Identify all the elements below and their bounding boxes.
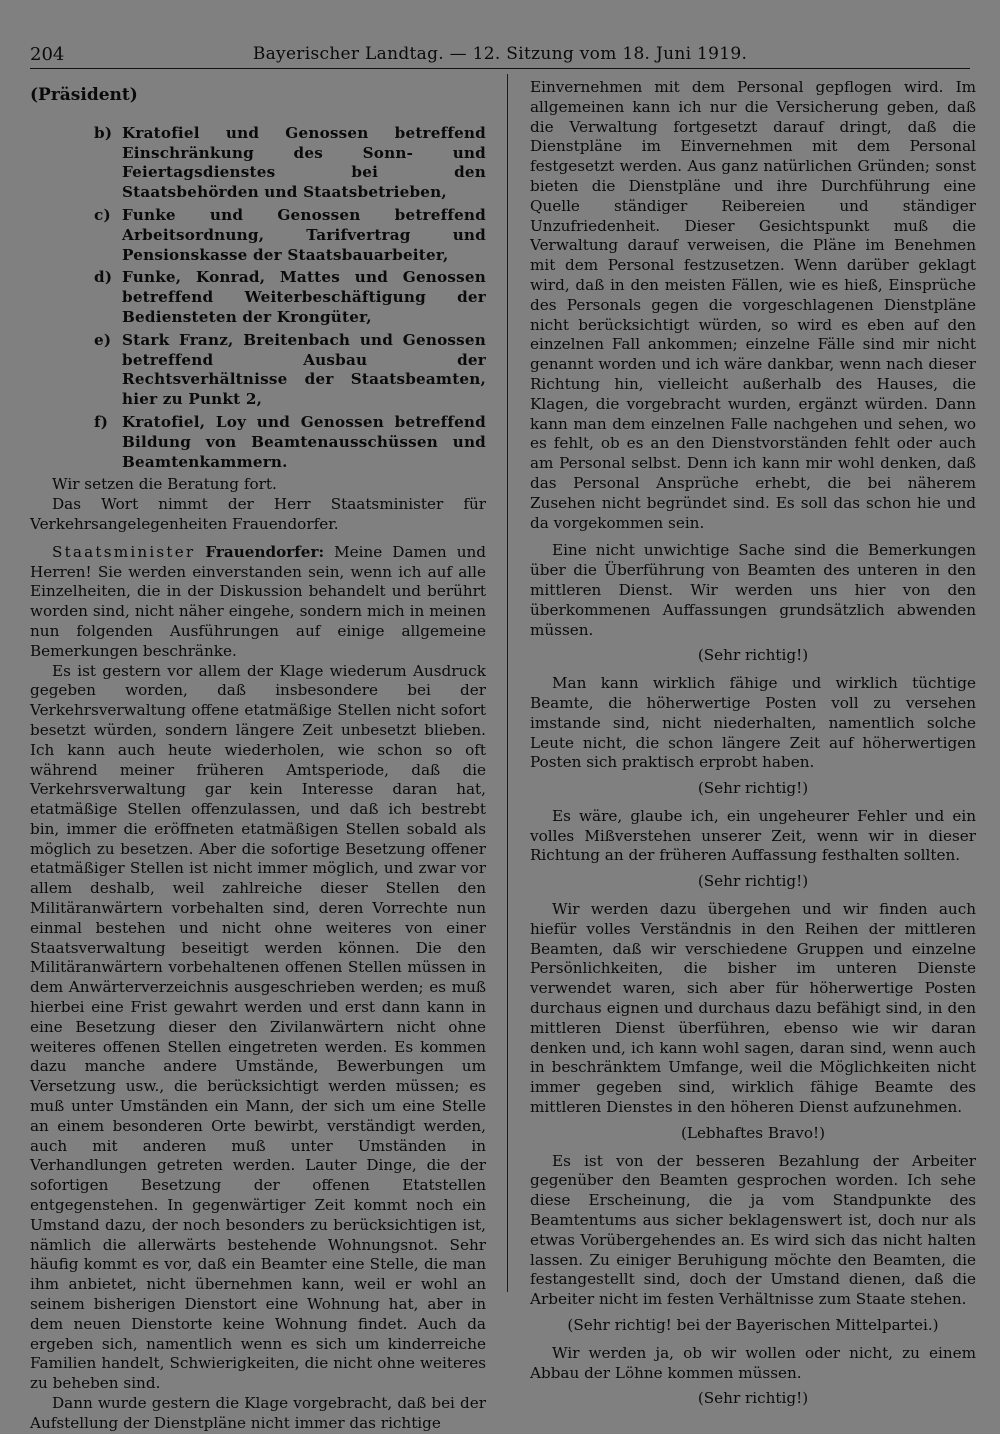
paragraph: Dann wurde gestern die Klage vorgebracht, daß bei der Aufstellung der Dienstpläne nicht immer das richtige xyxy=(30,1394,486,1432)
page-number: 204 xyxy=(30,44,65,65)
paragraph: Eine nicht unwichtige Sache sind die Bemerkungen über die Überführung von Beamten des unteren in den mittleren Dienst. Wir werden uns hier von den überkommenen Auffassungen grundsätzlich abwenden müssen. xyxy=(530,541,976,639)
interjection: (Sehr richtig!) xyxy=(697,872,809,891)
item-text: Stark Franz, Breitenbach und Genossen betreffend Ausbau der Rechtsverhältnisse der Staatsbeamten, hier zu Punkt 2, xyxy=(122,330,486,409)
column-divider xyxy=(507,74,508,1292)
interjection: (Sehr richtig!) xyxy=(697,646,809,665)
interjection: (Sehr richtig!) xyxy=(697,779,809,798)
agenda-item-f xyxy=(30,413,486,472)
item-text: Kratofiel und Genossen betreffend Einschränkung des Sonn- und Feiertagsdienstes bei den Staatsbehörden und Staatsbetrieben, xyxy=(122,123,486,202)
agenda-item-e xyxy=(30,331,486,410)
speaker-tag: (Präsident) xyxy=(30,85,138,105)
paragraph: Einvernehmen mit dem Personal gepflogen wird. Im allgemeinen kann ich nur die Versicherung geben, daß die Verwaltung fortgesetzt darauf dringt, daß die Dienstpläne im Einvernehmen mit dem Personal festgesetzt werden. Aus ganz natürlichen Gründen; sonst bieten die Dienstpläne und ihre Durchführung eine Quelle ständiger Reibereien und ständiger Unzufriedenheit. Dieser Gesichtspunkt muß die Verwaltung darauf verweisen, die Pläne im Benehmen mit dem Personal festzusetzen. Wenn darüber geklagt wird, daß in den meisten Fällen, wie es hieß, Einsprüche des Personals gegen die vorgeschlagenen Dienstpläne nicht berücksichtigt würden, so wird es eben auf den einzelnen Fall ankommen; einzelne Fälle sind mir nicht genannt worden und ich wäre dankbar, wenn nach dieser Richtung hin, vielleicht außerhalb des Hauses, die Klagen, die vorgebracht wurden, ergänzt würden. Dann kann man dem einzelnen Falle nachgehen und sehen, wo es fehlt, ob es an den Dienstvorständen fehlt oder auch am Personal selbst. Denn ich kann mir wohl denken, daß das Personal Ansprüche erhebt, die bei näherem Zusehen nicht begründet sind. Es soll das schon hie und da vorgekommen sein. xyxy=(530,78,976,532)
right-column xyxy=(530,78,976,1417)
speaker-name: Frauendorfer: xyxy=(205,542,325,561)
paragraph: Das Wort nimmt der Herr Staatsminister für Verkehrsangelegenheiten Frauendorfer. xyxy=(30,495,486,533)
item-text: Funke und Genossen betreffend Arbeitsordnung, Tarifvertrag und Pensionskasse der Staatsbauarbeiter, xyxy=(122,205,486,264)
interjection: (Sehr richtig! bei der Bayerischen Mittelpartei.) xyxy=(567,1316,939,1335)
paragraph: Wir setzen die Beratung fort. xyxy=(52,475,277,494)
left-column xyxy=(30,78,486,1434)
paragraph: Es wäre, glaube ich, ein ungeheurer Fehler und ein volles Mißverstehen unserer Zeit, wenn wir in dieser Richtung an der früheren Auffassung festhalten sollten. xyxy=(530,806,976,865)
interjection: (Lebhaftes Bravo!) xyxy=(680,1123,826,1142)
interjection: (Sehr richtig!) xyxy=(697,1389,809,1408)
item-label: b) xyxy=(94,123,113,142)
item-label: c) xyxy=(94,205,111,224)
header-title: Bayerischer Landtag. — 12. Sitzung vom 18. Juni 1919. xyxy=(252,44,748,64)
speech-text: Meine Damen und Herren! Sie werden einverstanden sein, wenn ich auf alle Einzelheiten, die in der Diskussion behandelt und berührt worden sind, nicht näher eingehe, sondern mich in meinen nun folgenden Ausführungen auf einige allgemeine Bemerkungen beschränke. xyxy=(30,542,486,660)
speech-intro xyxy=(30,543,486,662)
item-text: Kratofiel, Loy und Genossen betreffend Bildung von Beamtenausschüssen und Beamtenkammern. xyxy=(122,412,486,471)
agenda-item-c xyxy=(30,206,486,265)
item-label: e) xyxy=(94,330,112,349)
agenda-item-d xyxy=(30,268,486,327)
item-text: Funke, Konrad, Mattes und Genossen betreffend Weiterbeschäftigung der Bediensteten der Krongüter, xyxy=(122,268,486,326)
paragraph: Wir werden ja, ob wir wollen oder nicht, zu einem Abbau der Löhne kommen müssen. xyxy=(530,1343,976,1382)
paragraph: Wir werden dazu übergehen und wir finden auch hiefür volles Verständnis in den Reihen der mittleren Beamten, daß wir verschiedene Gruppen und einzelne Persönlichkeiten, die bisher im unteren Dienste verwendet waren, sich aber für höherwertige Posten durchaus eignen und durchaus dazu befähigt sind, in den mittleren Dienst überführen, ebenso wie wir daran denken und, ich kann wohl sagen, daran sind, wenn auch in beschränktem Umfange, weil die Möglichkeiten nicht immer gegeben sind, wirklich fähige Beamte des mittleren Dienstes in den höheren Dienst aufzunehmen. xyxy=(530,900,976,1117)
item-label: d) xyxy=(94,268,113,287)
agenda-item-b xyxy=(30,124,486,203)
running-header xyxy=(30,42,970,69)
speaker-role: Staatsminister xyxy=(52,542,196,561)
paragraph: Man kann wirklich fähige und wirklich tüchtige Beamte, die höherwertige Posten voll zu versehen imstande sind, nicht niederhalten, namentlich solche Leute nicht, die schon längere Zeit auf höherwertigen Posten sich praktisch erprobt haben. xyxy=(530,674,976,772)
paragraph: Es ist gestern vor allem der Klage wiederum Ausdruck gegeben worden, daß insbesondere bei der Verkehrsverwaltung offene etatmäßige Stellen nicht sofort besetzt würden, sondern längere Zeit unbesetzt blieben. Ich kann auch heute wiederholen, wie schon so oft während meiner früheren Amtsperiode, daß die Verkehrsverwaltung gar kein Interesse daran hat, etatmäßige Stellen offenzulassen, und daß ich bestrebt bin, immer die eröffneten etatmäßigen Stellen sobald als möglich zu besetzen. Aber die sofortige Besetzung offener etatmäßiger Stellen ist nicht immer möglich, und zwar vor allem deshalb, weil zahlreiche dieser Stellen den Militäranwärtern vorbehalten sind, deren Vorrechte nun einmal bestehen und nicht ohne weiteres von einer Staatsverwaltung beseitigt werden können. Die den Militäranwärtern vorbehaltenen offenen Stellen müssen in dem Anwärterverzeichnis ausgeschrieben werden; es muß hierbei eine Frist gewahrt werden und erst dann kann in eine Besetzung dieser den Zivilanwärtern nicht ohne weiteres offenen Stellen eingetreten werden. Es kommen dazu manche andere Umstände, Bewerbungen um Versetzung usw., die berücksichtigt werden müssen; es muß unter Umständen ein Mann, der sich um eine Stelle an einem besonderen Orte bewirbt, verständigt werden, auch mit anderen muß unter Umständen in Verhandlungen getreten werden. Lauter Dinge, die der sofortigen Besetzung der offenen Etatstellen entgegenstehen. In gegenwärtiger Zeit kommt noch ein Umstand dazu, der noch besonders zu berücksichtigen ist, nämlich die allerwärts bestehende Wohnungsnot. Sehr häufig kommt es vor, daß ein Beamter eine Stelle, die man ihm anbietet, nicht übernehmen kann, weil er wohl an seinem bisherigen Dienstort eine Wohnung hat, aber in dem neuen Dienstorte keine Wohnung findet. Auch da ergeben sich, namentlich wenn es sich um kinderreiche Familien handelt, Schwierigkeiten, die nicht ohne weiteres zu beheben sind. xyxy=(30,661,486,1393)
paragraph: Es ist von der besseren Bezahlung der Arbeiter gegenüber den Beamten gesprochen worden. Ich sehe diese Erscheinung, die ja vom Standpunkte des Beamtentums aus sicher beklagenswert ist, doch nur als etwas Vorübergehendes an. Es wird sich das nicht halten lassen. Zu einiger Beruhigung möchte den Beamten, die festangestellt sind, doch der Umstand dienen, daß die Arbeiter nicht im festen Verhältnisse zum Staate stehen. xyxy=(530,1151,976,1309)
item-label: f) xyxy=(94,412,109,431)
